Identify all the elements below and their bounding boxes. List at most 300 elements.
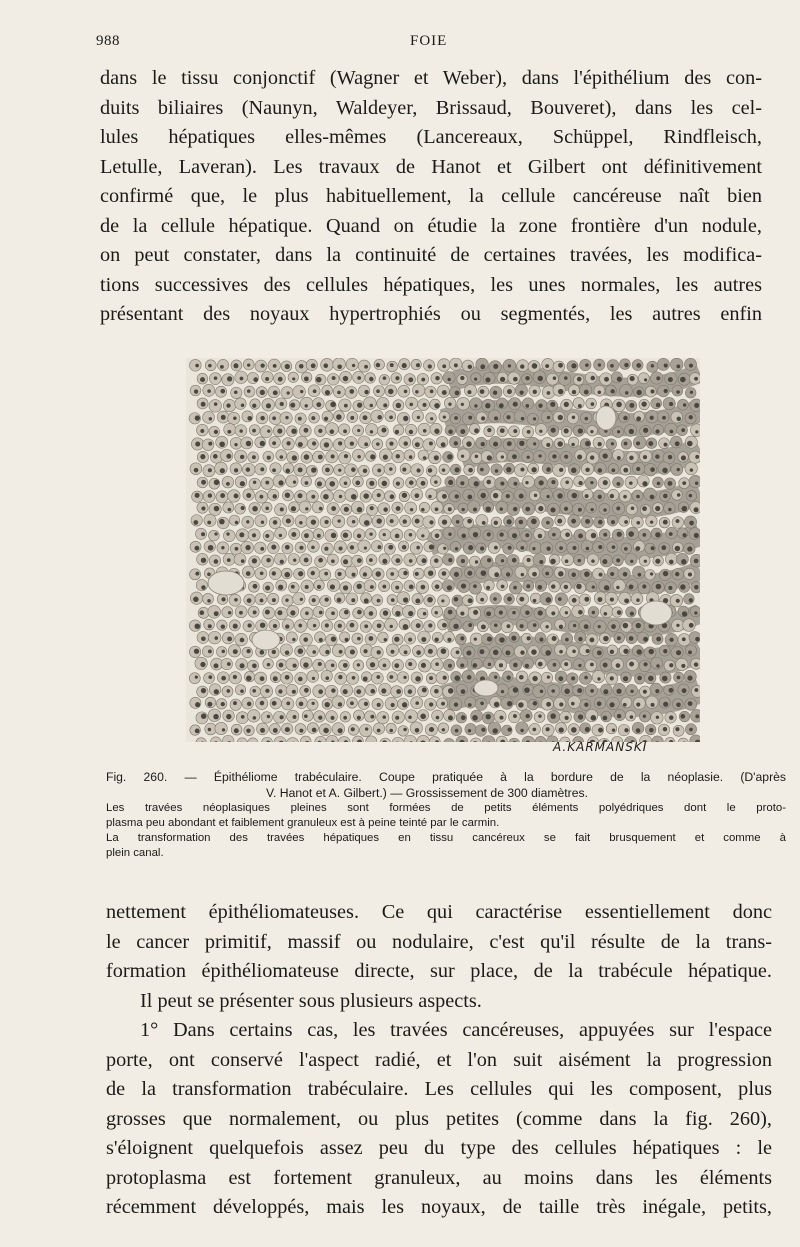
cell-nucleus xyxy=(351,727,355,731)
cell-nucleus xyxy=(538,662,543,667)
cell-nucleus xyxy=(343,689,348,694)
cell-nucleus xyxy=(689,598,693,602)
cell-nucleus xyxy=(404,441,408,445)
cell-nucleus xyxy=(656,664,659,667)
cell-nucleus xyxy=(355,480,360,485)
cell-nucleus xyxy=(352,364,355,367)
cell xyxy=(209,530,220,541)
cell-nucleus xyxy=(499,532,503,536)
cell-nucleus xyxy=(285,727,290,732)
cell-nucleus xyxy=(454,702,458,706)
cell-nucleus xyxy=(481,624,486,629)
text-line: le cancer primitif, massif ou nodulaire, c'est qu'il résulte de la trans- xyxy=(106,930,772,953)
cell-nucleus xyxy=(695,482,698,485)
cell-nucleus xyxy=(421,558,426,563)
cell-nucleus xyxy=(482,521,486,525)
cell-nucleus xyxy=(617,430,620,433)
cell-nucleus xyxy=(585,363,589,367)
cell-nucleus xyxy=(642,584,646,588)
cell-nucleus xyxy=(278,480,283,485)
cell-nucleus xyxy=(448,507,452,511)
cell-nucleus xyxy=(343,559,348,564)
cell-nucleus xyxy=(213,714,218,719)
cell-nucleus xyxy=(572,650,576,654)
cell-nucleus xyxy=(343,533,348,538)
cell xyxy=(469,424,480,435)
cell-nucleus xyxy=(487,455,492,460)
cell-nucleus xyxy=(383,664,387,668)
cell-nucleus xyxy=(513,429,517,433)
cell-nucleus xyxy=(324,547,328,551)
cell-nucleus xyxy=(616,689,621,694)
cell xyxy=(412,384,424,396)
cell-nucleus xyxy=(668,481,673,486)
cell-nucleus xyxy=(687,676,692,681)
cell-nucleus xyxy=(564,455,568,459)
cell-nucleus xyxy=(508,546,512,550)
cell-nucleus xyxy=(520,546,524,550)
cell-nucleus xyxy=(330,584,335,589)
cell-nucleus xyxy=(291,585,295,589)
cell-nucleus xyxy=(474,481,479,486)
cell xyxy=(260,426,272,438)
cell-nucleus xyxy=(286,518,291,523)
cell xyxy=(665,423,678,436)
cell-nucleus xyxy=(597,701,602,706)
cell-nucleus xyxy=(564,585,568,589)
cell-nucleus xyxy=(564,402,569,407)
cell-nucleus xyxy=(493,442,498,447)
cell-nucleus xyxy=(623,623,629,629)
cell xyxy=(202,439,214,451)
page-number: 988 xyxy=(96,33,120,49)
cell-nucleus xyxy=(553,663,557,667)
cell-nucleus xyxy=(494,675,497,678)
cell-nucleus xyxy=(492,728,497,733)
cell-nucleus xyxy=(662,468,667,473)
cell xyxy=(533,685,546,698)
cell-nucleus xyxy=(394,663,399,668)
cell-nucleus xyxy=(247,416,252,421)
cell-nucleus xyxy=(298,417,302,421)
cell-nucleus xyxy=(635,546,640,551)
cell-nucleus xyxy=(388,545,393,550)
cell-nucleus xyxy=(291,532,296,537)
cell-nucleus xyxy=(506,467,511,472)
cell-nucleus xyxy=(219,519,225,525)
cell-nucleus xyxy=(519,520,524,525)
cell-nucleus xyxy=(369,481,374,486)
cell-nucleus xyxy=(214,663,219,668)
cell-nucleus xyxy=(590,430,593,433)
cell-nucleus xyxy=(538,610,543,615)
cell-nucleus xyxy=(253,481,256,484)
cell-nucleus xyxy=(377,599,381,603)
cell xyxy=(398,726,408,736)
cell-nucleus xyxy=(694,403,699,408)
cell-nucleus xyxy=(590,663,594,667)
cell-nucleus xyxy=(558,597,562,601)
cell-nucleus xyxy=(195,546,200,551)
cell xyxy=(399,645,410,656)
cell-nucleus xyxy=(611,624,616,629)
cell-nucleus xyxy=(221,597,225,601)
cell-nucleus xyxy=(304,454,309,459)
cell-nucleus xyxy=(448,429,453,434)
cell-nucleus xyxy=(402,468,406,472)
cell-nucleus xyxy=(330,402,336,408)
cell-nucleus xyxy=(461,534,466,539)
cell-nucleus xyxy=(226,532,229,535)
cell-nucleus xyxy=(590,508,593,511)
cell-nucleus xyxy=(461,455,464,458)
cell-nucleus xyxy=(324,442,329,447)
cell-nucleus xyxy=(423,403,427,407)
cell-nucleus xyxy=(584,417,588,421)
cell-nucleus xyxy=(611,520,615,524)
cell xyxy=(514,646,526,658)
cell-nucleus xyxy=(643,455,647,459)
cell-nucleus xyxy=(344,610,349,615)
cell-nucleus xyxy=(683,403,686,406)
cell-nucleus xyxy=(214,559,219,564)
cell-nucleus xyxy=(551,689,555,693)
cell-nucleus xyxy=(291,506,296,511)
cell xyxy=(638,373,649,384)
cell xyxy=(488,410,500,422)
cell-nucleus xyxy=(435,507,439,511)
cell xyxy=(307,645,319,657)
cell-nucleus xyxy=(304,558,309,563)
cell-nucleus xyxy=(363,676,368,681)
cell-nucleus xyxy=(364,520,370,526)
cell-nucleus xyxy=(669,532,673,536)
cell-nucleus xyxy=(539,454,542,457)
cell-nucleus xyxy=(233,675,237,679)
text-line: dans le tissu conjonctif (Wagner et Weber), dans l'épithélium des con- xyxy=(100,67,762,89)
cell-nucleus xyxy=(395,534,400,539)
cell-nucleus xyxy=(415,493,420,498)
text-line: 1° Dans certains cas, les travées cancéreuses, appuyées sur l'espace xyxy=(140,1019,772,1041)
cell-nucleus xyxy=(643,714,646,717)
cell-nucleus xyxy=(247,623,251,627)
cell-nucleus xyxy=(565,611,568,614)
cell xyxy=(235,685,245,695)
cell-nucleus xyxy=(220,365,224,369)
cell-nucleus xyxy=(461,559,465,563)
cell-nucleus xyxy=(273,390,278,395)
cell-nucleus xyxy=(636,467,640,471)
cell-nucleus xyxy=(325,390,330,395)
cell-nucleus xyxy=(637,649,642,654)
cell-nucleus xyxy=(316,377,322,383)
cell-nucleus xyxy=(298,442,303,447)
cell-nucleus xyxy=(313,389,317,393)
cell xyxy=(426,489,437,500)
cell-nucleus xyxy=(455,391,460,396)
cell-nucleus xyxy=(664,364,668,368)
cell-nucleus xyxy=(591,402,595,406)
cell-nucleus xyxy=(558,676,563,681)
cell-nucleus xyxy=(285,492,290,497)
cell-nucleus xyxy=(506,494,510,498)
cell-nucleus xyxy=(520,468,524,472)
cell-nucleus xyxy=(532,676,537,681)
cell-nucleus xyxy=(298,467,303,472)
cell-nucleus xyxy=(473,663,478,668)
cell-nucleus xyxy=(305,481,309,485)
cell-nucleus xyxy=(337,519,340,522)
cell-nucleus xyxy=(527,430,531,434)
cell-nucleus xyxy=(280,455,284,459)
cell-nucleus xyxy=(677,417,681,421)
cell xyxy=(671,411,683,423)
cell-nucleus xyxy=(443,676,447,680)
cell-nucleus xyxy=(525,404,529,408)
cell-nucleus xyxy=(558,389,563,394)
cell-nucleus xyxy=(481,442,485,446)
cell-nucleus xyxy=(193,520,198,525)
cell-nucleus xyxy=(493,493,498,498)
cell-nucleus xyxy=(428,364,432,368)
cell-nucleus xyxy=(455,675,461,681)
cell-nucleus xyxy=(312,677,315,680)
cell xyxy=(528,621,539,632)
cell-nucleus xyxy=(430,417,433,420)
cell-nucleus xyxy=(552,533,556,537)
cell-nucleus xyxy=(369,636,374,641)
cell xyxy=(689,528,700,540)
cell-nucleus xyxy=(584,703,588,707)
cell-nucleus xyxy=(456,520,460,524)
cell-nucleus xyxy=(245,545,250,550)
cell-nucleus xyxy=(694,688,698,692)
cell-nucleus xyxy=(394,637,399,642)
cell-nucleus xyxy=(661,545,666,550)
cell-nucleus xyxy=(546,547,550,551)
cell-nucleus xyxy=(357,584,362,589)
cell xyxy=(346,593,358,605)
cell-nucleus xyxy=(519,597,524,602)
cell-nucleus xyxy=(395,716,399,720)
cell-nucleus xyxy=(591,715,597,721)
cell-nucleus xyxy=(486,480,491,485)
cell-nucleus xyxy=(527,636,531,640)
cell-nucleus xyxy=(214,636,218,640)
cell-nucleus xyxy=(584,676,588,680)
cell-nucleus xyxy=(520,624,524,628)
cell-nucleus xyxy=(364,442,368,446)
cell-nucleus xyxy=(428,468,433,473)
text-line: s'éloignent quelquefois assez peu du type des cellules hépatiques : le xyxy=(106,1137,772,1159)
cell-nucleus xyxy=(603,480,608,485)
cell-nucleus xyxy=(617,456,621,460)
cell-nucleus xyxy=(266,558,270,562)
text-line: tions successives des cellules hépatiques, les unes normales, les autres xyxy=(100,273,762,296)
cell-nucleus xyxy=(675,727,679,731)
cell-nucleus xyxy=(246,728,250,732)
cell-nucleus xyxy=(499,716,503,720)
cell-nucleus xyxy=(513,507,517,511)
cell-nucleus xyxy=(474,637,477,640)
text-line: récemment développés, mais les noyaux, de taille très inégale, petits, xyxy=(106,1196,772,1218)
cell-nucleus xyxy=(526,714,530,718)
cell xyxy=(471,658,482,669)
cell-nucleus xyxy=(350,701,354,705)
cell-nucleus xyxy=(214,376,218,380)
cell-nucleus xyxy=(636,363,641,368)
cell-nucleus xyxy=(298,648,304,654)
cell-nucleus xyxy=(642,506,647,511)
cell-nucleus xyxy=(369,532,372,535)
cell-nucleus xyxy=(630,560,633,563)
cell xyxy=(546,605,559,618)
cell-nucleus xyxy=(364,702,368,706)
cell-nucleus xyxy=(604,377,609,382)
cell-nucleus xyxy=(456,650,460,654)
cell-nucleus xyxy=(676,519,680,523)
cell-nucleus xyxy=(390,494,395,499)
cell-nucleus xyxy=(565,638,569,642)
cell-nucleus xyxy=(370,689,375,694)
cell-nucleus xyxy=(286,441,290,445)
cell-nucleus xyxy=(603,689,608,694)
cell-nucleus xyxy=(513,402,518,407)
cell-nucleus xyxy=(408,638,412,642)
cell-nucleus xyxy=(689,364,693,368)
cell xyxy=(378,632,389,643)
cell-nucleus xyxy=(631,506,635,510)
cell-nucleus xyxy=(511,636,516,641)
cell xyxy=(600,605,613,618)
cell-nucleus xyxy=(603,453,608,458)
cell-nucleus xyxy=(565,481,569,485)
cell-nucleus xyxy=(246,571,251,576)
cell-nucleus xyxy=(532,363,538,369)
cell-nucleus xyxy=(532,547,535,550)
cell-nucleus xyxy=(643,637,648,642)
cell-nucleus xyxy=(643,428,648,433)
cell-nucleus xyxy=(578,428,583,433)
cell-nucleus xyxy=(267,715,270,718)
cell-nucleus xyxy=(584,624,589,629)
cell-nucleus xyxy=(441,648,447,654)
cell-nucleus xyxy=(487,558,491,562)
cell-nucleus xyxy=(616,663,621,668)
cell-nucleus xyxy=(629,456,633,460)
cell-nucleus xyxy=(558,571,563,576)
text-line: présentant des noyaux hypertrophiés ou segmentés, les autres enfin xyxy=(100,303,762,325)
cell-nucleus xyxy=(442,494,447,499)
cell-nucleus xyxy=(364,390,368,394)
cell-nucleus xyxy=(252,429,256,433)
cell-nucleus xyxy=(629,662,634,667)
cell xyxy=(322,411,333,422)
cell-nucleus xyxy=(195,623,201,629)
cell-nucleus xyxy=(370,404,373,407)
cell-nucleus xyxy=(578,404,582,408)
cell-nucleus xyxy=(357,610,362,615)
cell-nucleus xyxy=(421,585,426,590)
cell-nucleus xyxy=(628,531,634,537)
cell-nucleus xyxy=(461,403,464,406)
cell-nucleus xyxy=(564,507,568,511)
cell-nucleus xyxy=(512,558,517,563)
cell-nucleus xyxy=(675,441,680,446)
cell-nucleus xyxy=(676,390,680,394)
cell-nucleus xyxy=(441,599,444,602)
vessel-lumen xyxy=(640,601,672,625)
cell xyxy=(496,501,508,513)
cell-nucleus xyxy=(265,534,269,538)
cell-nucleus xyxy=(239,532,244,537)
cell-nucleus xyxy=(655,506,660,511)
cell-nucleus xyxy=(520,729,523,732)
cell-nucleus xyxy=(344,481,348,485)
cell-nucleus xyxy=(370,662,375,667)
cell xyxy=(690,606,700,617)
cell xyxy=(568,696,581,709)
cell-nucleus xyxy=(290,610,295,615)
cell-nucleus xyxy=(649,728,654,733)
cell-nucleus xyxy=(480,598,484,602)
cell-nucleus xyxy=(480,493,486,499)
cell-nucleus xyxy=(590,689,594,693)
cell-nucleus xyxy=(305,611,309,615)
cell-nucleus xyxy=(547,391,551,395)
cell-nucleus xyxy=(312,598,316,602)
cell-nucleus xyxy=(339,495,342,498)
cell-nucleus xyxy=(688,650,692,654)
cell-nucleus xyxy=(272,468,276,472)
cell-nucleus xyxy=(682,637,686,641)
cell-nucleus xyxy=(273,494,277,498)
cell-nucleus xyxy=(513,714,517,718)
cell xyxy=(677,399,688,410)
cell xyxy=(621,697,632,708)
caption-line: plasma peu abondant et faiblement granuleux est à peine teinté par le carmin. xyxy=(106,817,500,829)
cell-nucleus xyxy=(402,545,407,550)
cell-nucleus xyxy=(487,532,491,536)
cell-nucleus xyxy=(467,495,472,500)
cell-nucleus xyxy=(572,493,578,499)
cell-nucleus xyxy=(409,430,413,434)
cell-nucleus xyxy=(676,599,680,603)
cell xyxy=(235,398,246,409)
cell-nucleus xyxy=(624,363,628,367)
cell-nucleus xyxy=(656,637,661,642)
cell-nucleus xyxy=(611,468,615,472)
cell-nucleus xyxy=(246,520,249,523)
cell-nucleus xyxy=(663,727,667,731)
cell-nucleus xyxy=(643,662,647,666)
cell-nucleus xyxy=(551,584,555,588)
top-paragraph xyxy=(100,64,762,330)
cell-nucleus xyxy=(357,558,362,563)
cell-nucleus xyxy=(313,624,316,627)
cell-nucleus xyxy=(350,545,354,549)
cell xyxy=(286,684,298,696)
cell-nucleus xyxy=(370,506,374,510)
cell-nucleus xyxy=(292,455,297,460)
caption-line: plein canal. xyxy=(106,847,164,859)
cell-nucleus xyxy=(546,597,552,603)
text-line: confirmé que, le plus habituellement, la cellule cancéreuse naît bien xyxy=(100,185,762,207)
cell-nucleus xyxy=(677,676,681,680)
cell-nucleus xyxy=(396,403,401,408)
cell-nucleus xyxy=(571,702,575,706)
cell-nucleus xyxy=(390,572,394,576)
